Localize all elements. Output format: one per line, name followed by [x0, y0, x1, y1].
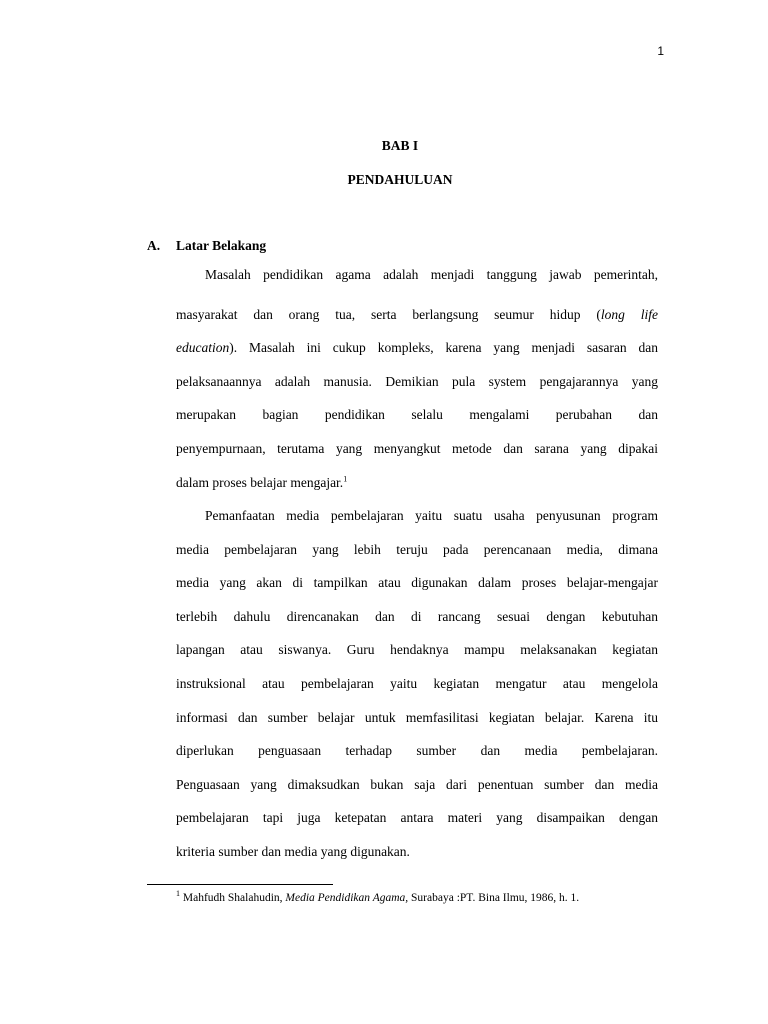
chapter-number: BAB I — [381, 138, 419, 153]
body-line: penyempurnaan, terutama yang menyangkut metode dan sarana yang dipakai — [176, 441, 658, 456]
italic-term: education — [176, 340, 230, 355]
body-line: Penguasaan yang dimaksudkan bukan saja dari penentuan sumber dan media — [176, 777, 658, 792]
footnote — [176, 889, 580, 904]
body-line: merupakan bagian pendidikan selalu mengalami perubahan dan — [176, 407, 658, 422]
footnote-author: Mahfudh Shalahudin, — [182, 892, 286, 904]
body-line: informasi dan sumber belajar untuk memfasilitasi kegiatan belajar. Karena itu — [176, 710, 658, 725]
section-letter: A. — [147, 238, 161, 253]
body-line: dalam proses belajar mengajar.$^1$ — [176, 474, 348, 490]
body-line: media yang akan di tampilkan atau digunakan dalam proses belajar-mengajar — [176, 575, 658, 590]
body-line: pembelajaran tapi juga ketepatan antara materi yang disampaikan dengan — [176, 810, 658, 825]
body-line: kriteria sumber dan media yang digunakan. — [176, 844, 410, 859]
footnote-marker: 1 — [176, 889, 180, 899]
chapter-title: PENDAHULUAN — [347, 172, 453, 187]
body-line: diperlukan penguasaan terhadap sumber dan media pembelajaran. — [176, 743, 658, 758]
italic-term: long life — [600, 307, 658, 322]
page-number: 1 — [657, 44, 664, 58]
section-title: Latar Belakang — [176, 238, 267, 253]
footnote-ref: 1 — [343, 474, 348, 484]
body-line: lapangan atau siswanya. Guru hendaknya mampu melaksanakan kegiatan — [176, 642, 658, 657]
body-line: instruksional atau pembelajaran yaitu kegiatan mengatur atau mengelola — [176, 676, 658, 691]
footnote-rule — [147, 884, 333, 885]
footnote-publication: Surabaya :PT. Bina Ilmu, 1986, h. 1. — [408, 892, 580, 904]
body-line: masyarakat dan orang tua, serta berlangsung seumur hidup (long life — [176, 307, 658, 322]
body-line: terlebih dahulu direncanakan dan di rancang sesuai dengan kebutuhan — [176, 609, 658, 624]
body-line: Masalah pendidikan agama adalah menjadi tanggung jawab pemerintah, — [205, 267, 658, 282]
body-line: pelaksanaannya adalah manusia. Demikian pula system pengajarannya yang — [176, 374, 658, 389]
body-line: media pembelajaran yang lebih teruju pada perencanaan media, dimana — [176, 542, 658, 557]
body-line: education). Masalah ini cukup kompleks, karena yang menjadi sasaran dan — [176, 340, 658, 355]
footnote-book-title: Media Pendidikan Agama, — [285, 892, 409, 904]
body-line: Pemanfaatan media pembelajaran yaitu suatu usaha penyusunan program — [205, 508, 658, 523]
